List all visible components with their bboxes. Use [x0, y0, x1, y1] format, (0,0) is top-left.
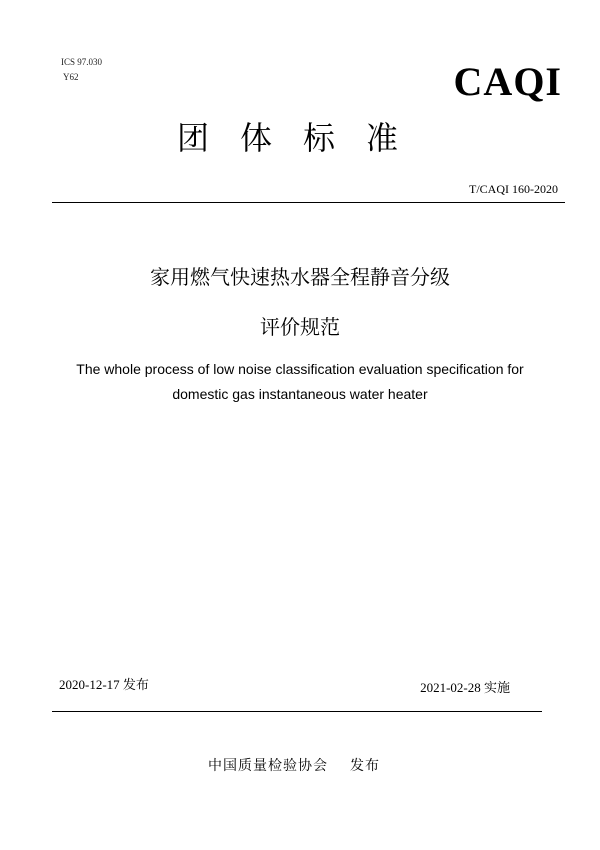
standard-number: T/CAQI 160-2020 — [469, 182, 558, 196]
title-en-line2: domestic gas instantaneous water heater — [172, 386, 428, 402]
document-type-heading: 团体标准 — [176, 119, 429, 157]
publish-date: 2020-12-17 发布 — [59, 677, 149, 692]
issuer-line — [208, 757, 380, 775]
issuer-action: 发布 — [350, 758, 380, 774]
ics-code: ICS 97.030 — [61, 57, 103, 67]
caqi-logo: CAQI — [453, 59, 562, 104]
ccs-code: Y62 — [63, 72, 79, 82]
issuer-name: 中国质量检验协会 — [208, 758, 328, 774]
header-divider — [52, 202, 565, 203]
implement-date: 2021-02-28 实施 — [420, 680, 510, 695]
title-cn-line1: 家用燃气快速热水器全程静音分级 — [150, 265, 450, 289]
title-cn-line2: 评价规范 — [260, 315, 340, 339]
title-en-line1: The whole process of low noise classification evaluation specification for — [76, 361, 524, 377]
footer-divider — [52, 711, 542, 712]
